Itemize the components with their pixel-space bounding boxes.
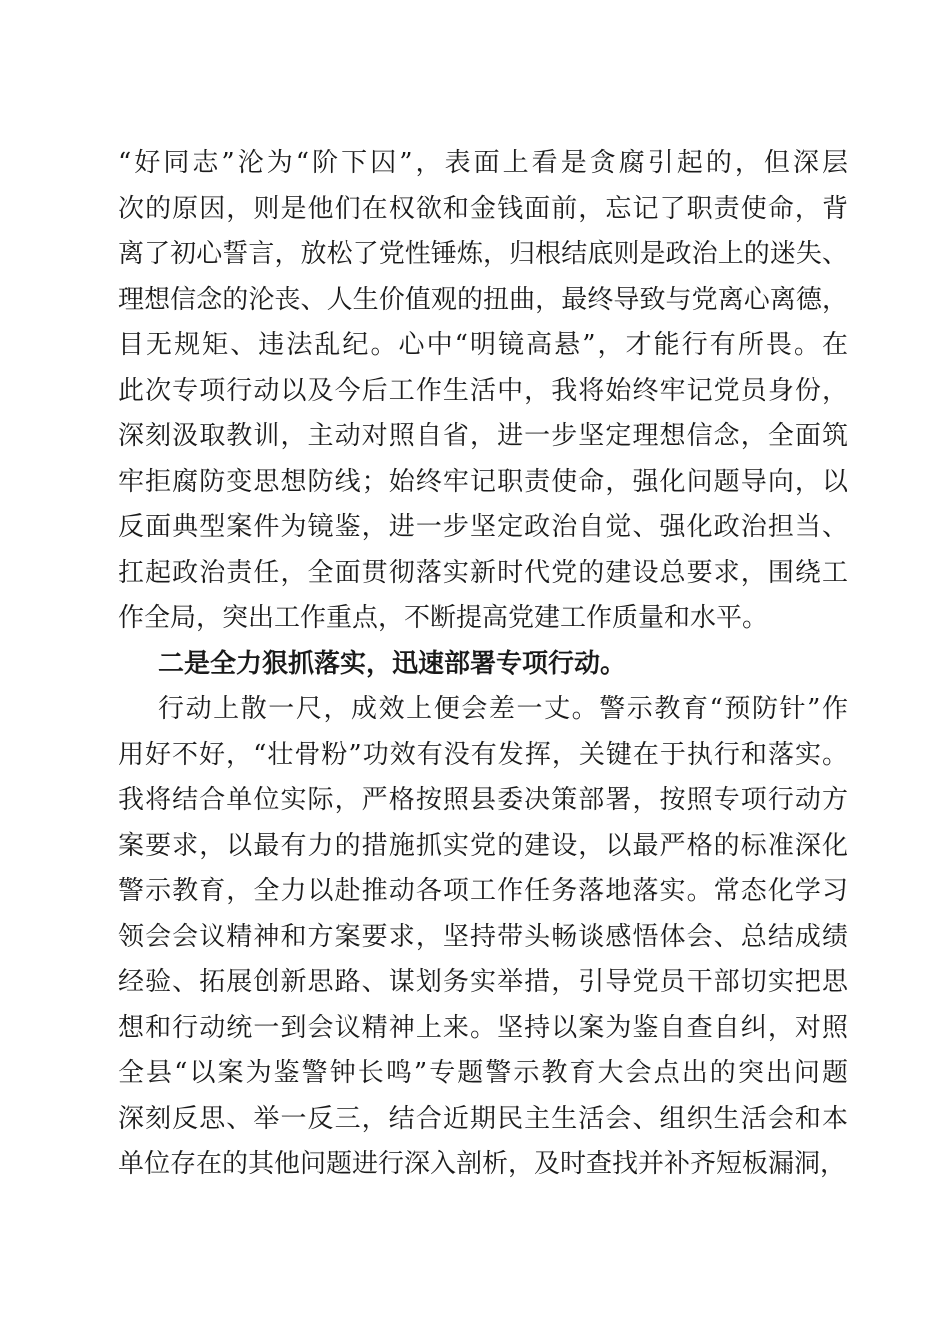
text-line: 想和行动统一到会议精神上来。坚持以案为鉴自查自纠，对照: [118, 1012, 848, 1043]
text-line: 全县“以案为鉴警钟长鸣”专题警示教育大会点出的突出问题: [118, 1058, 848, 1088]
text-line: 次的原因，则是他们在权欲和金钱面前，忘记了职责使命，背: [118, 193, 848, 224]
text-line: 领会会议精神和方案要求，坚持带头畅谈感悟体会、总结成绩: [118, 921, 848, 952]
text-line: 单位存在的其他问题进行深入剖析，及时查找并补齐短板漏洞，: [118, 1149, 847, 1179]
text-line: 离了初心誓言，放松了党性锤炼，归根结底则是政治上的迷失、: [118, 239, 848, 269]
paragraph-p3: [118, 687, 848, 1188]
text-line: 案要求，以最有力的措施抓实党的建设，以最严格的标准深化: [118, 830, 848, 861]
paragraph-p1: [118, 141, 848, 642]
text-line: 我将结合单位实际，严格按照县委决策部署，按照专项行动方: [118, 785, 848, 815]
text-line: 目无规矩、违法乱纪。心中“明镜高悬”，才能行有所畏。在: [118, 330, 848, 360]
text-line: 理想信念的沦丧、人生价值观的扭曲，最终导致与党离心离德，: [118, 284, 848, 315]
text-line: 用好不好，“壮骨粉”功效有没有发挥，关键在于执行和落实。: [118, 739, 848, 770]
text-line: 作全局，突出工作重点，不断提高党建工作质量和水平。: [118, 603, 769, 633]
body-text: [118, 141, 848, 1188]
text-line: 经验、拓展创新思路、谋划务实举措，引导党员干部切实把思: [118, 967, 848, 997]
text-line: 警示教育，全力以赴推动各项工作任务落地落实。常态化学习: [118, 876, 848, 906]
text-line: 反面典型案件为镜鉴，进一步坚定政治自觉、强化政治担当、: [118, 512, 848, 542]
text-line: 牢拒腐防变思想防线；始终牢记职责使命，强化问题导向，以: [118, 466, 848, 497]
section-heading: 二是全力狠抓落实，迅速部署专项行动。: [158, 648, 627, 679]
text-line: 行动上散一尺，成效上便会差一丈。警示教育“预防针”作: [158, 694, 848, 724]
text-line: 扛起政治责任，全面贯彻落实新时代党的建设总要求，围绕工: [118, 557, 848, 588]
text-line: 此次专项行动以及今后工作生活中，我将始终牢记党员身份，: [118, 375, 848, 406]
text-line: 深刻反思、举一反三，结合近期民主生活会、组织生活会和本: [118, 1103, 848, 1134]
paragraph-p2: [118, 642, 848, 688]
text-line: “好同志”沦为“阶下囚”，表面上看是贪腐引起的，但深层: [118, 148, 848, 178]
text-line: 深刻汲取教训，主动对照自省，进一步坚定理想信念，全面筑: [118, 421, 848, 451]
